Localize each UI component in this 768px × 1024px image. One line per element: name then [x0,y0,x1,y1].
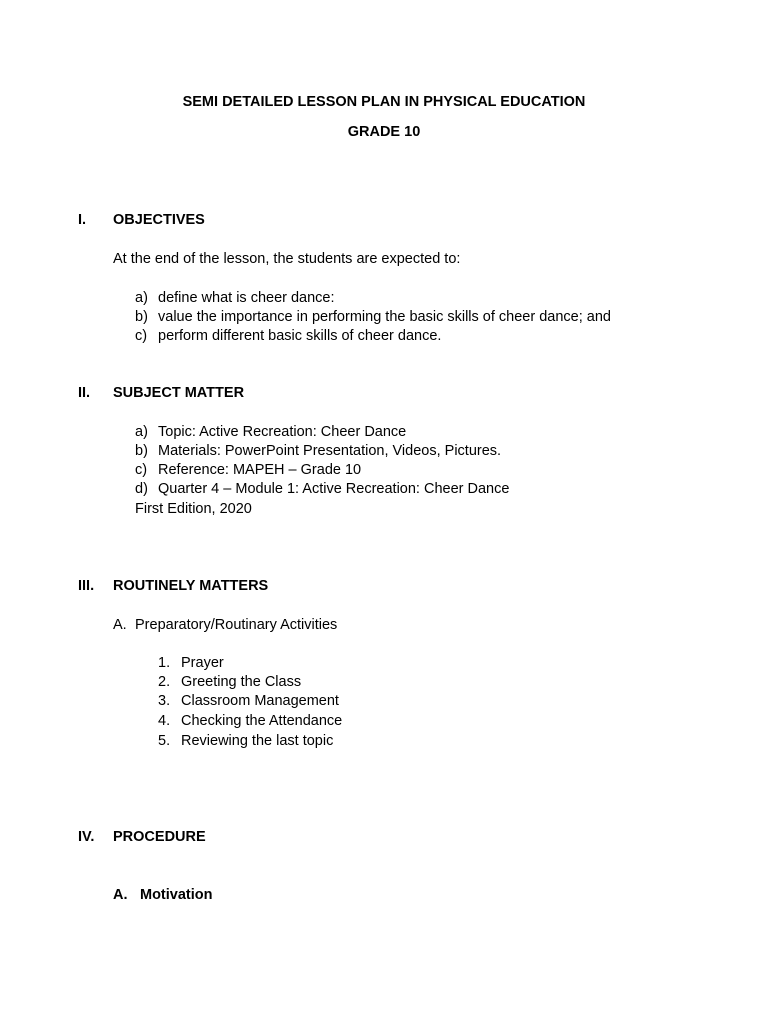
list-marker: c) [135,462,148,478]
list-marker: c) [135,328,148,344]
subsection-marker: A. [113,887,128,903]
subsection-marker: A. [113,617,127,633]
list-text: Quarter 4 – Module 1: Active Recreation: Cheer Dance [158,481,510,497]
list-continuation: First Edition, 2020 [135,501,252,517]
section-heading: OBJECTIVES [113,212,205,228]
list-marker: a) [135,290,148,306]
list-marker: 2. [158,674,171,690]
list-marker: 3. [158,693,171,709]
section-heading: SUBJECT MATTER [113,385,245,401]
list-text: Classroom Management [181,693,339,709]
document-title: SEMI DETAILED LESSON PLAN IN PHYSICAL EDUCATION [182,94,586,110]
list-text: Greeting the Class [181,674,302,690]
list-text: Checking the Attendance [181,713,343,729]
list-marker: 1. [158,655,171,671]
section-numeral: III. [78,578,95,594]
list-marker: 5. [158,733,171,749]
section-heading: PROCEDURE [113,829,206,845]
section-heading: ROUTINELY MATTERS [113,578,269,594]
list-text: Reference: MAPEH – Grade 10 [158,462,362,478]
list-text: Prayer [181,655,224,671]
subsection-title: Preparatory/Routinary Activities [135,617,338,633]
list-marker: b) [135,443,148,459]
document-grade: GRADE 10 [347,124,421,140]
list-marker: a) [135,424,148,440]
list-text: Topic: Active Recreation: Cheer Dance [158,424,407,440]
section-numeral: II. [78,385,91,401]
section-numeral: I. [78,212,87,228]
list-text: value the importance in performing the basic skills of cheer dance; and [158,309,611,325]
section-numeral: IV. [78,829,95,845]
section-intro: At the end of the lesson, the students are expected to: [113,251,461,267]
list-marker: d) [135,481,148,497]
list-text: define what is cheer dance: [158,290,335,306]
list-marker: 4. [158,713,171,729]
subsection-title: Motivation [140,887,213,903]
list-text: perform different basic skills of cheer dance. [158,328,442,344]
list-text: Materials: PowerPoint Presentation, Videos, Pictures. [158,443,502,459]
list-marker: b) [135,309,148,325]
list-text: Reviewing the last topic [181,733,334,749]
